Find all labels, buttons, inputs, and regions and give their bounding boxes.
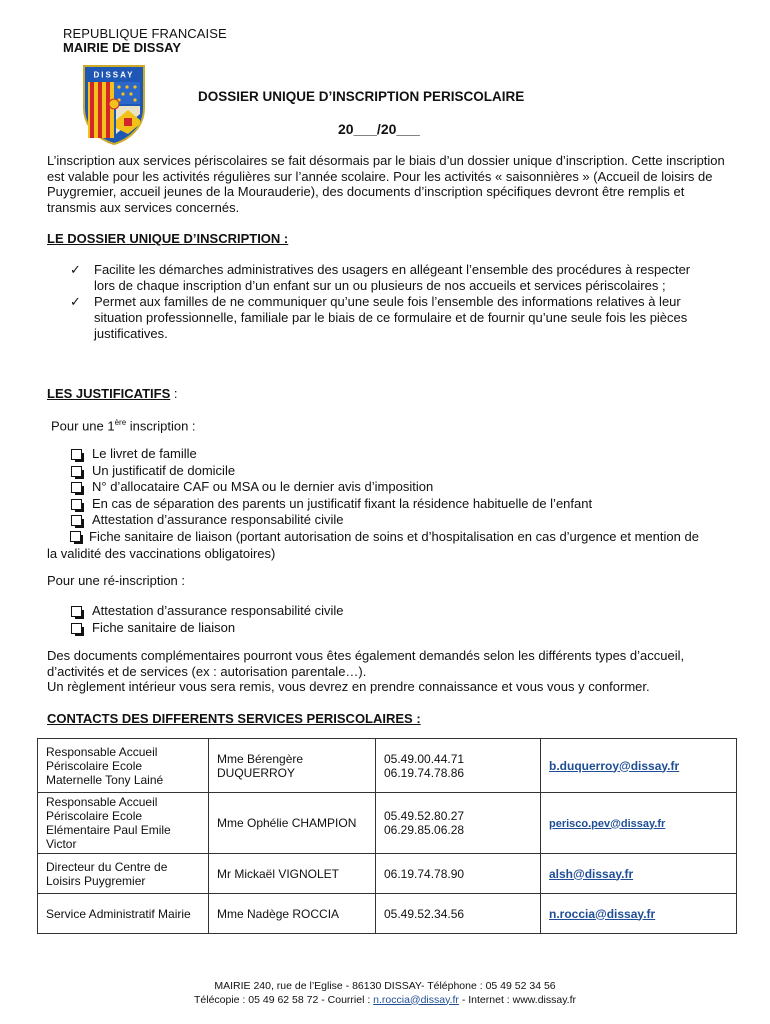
email-cell bbox=[541, 894, 737, 934]
service-cell: Service Administratif Mairie bbox=[38, 894, 209, 934]
re-inscription-list bbox=[70, 603, 710, 636]
checkbox-icon bbox=[71, 606, 82, 617]
name-cell: Mme Ophélie CHAMPION bbox=[209, 793, 376, 854]
list-item: En cas de séparation des parents un justificatif fixant la résidence habituelle de l’enfant bbox=[70, 496, 710, 513]
email-link[interactable]: perisco.pev@dissay.fr bbox=[549, 817, 666, 830]
phone-cell: 06.19.74.78.90 bbox=[376, 854, 541, 894]
header-mairie: MAIRIE DE DISSAY bbox=[63, 40, 181, 55]
svg-text:DISSAY: DISSAY bbox=[93, 70, 135, 80]
list-item: Attestation d’assurance responsabilité civile bbox=[70, 603, 710, 620]
checkbox-icon bbox=[71, 623, 82, 634]
table-row bbox=[38, 739, 737, 793]
service-cell: Responsable Accueil Périscolaire Ecole Maternelle Tony Lainé bbox=[38, 739, 209, 793]
name-cell: Mme Nadège ROCCIA bbox=[209, 894, 376, 934]
footer-contact: Télécopie : 05 49 62 58 72 - Courriel : n.roccia@dissay.fr - Internet : www.dissay.fr bbox=[193, 993, 577, 1006]
list-item: Le livret de famille bbox=[70, 446, 710, 463]
school-year-field: 20___/20___ bbox=[338, 121, 420, 137]
header-republique: REPUBLIQUE FRANCAISE bbox=[63, 26, 227, 41]
name-cell: Mme Bérengère DUQUERROY bbox=[209, 739, 376, 793]
email-link[interactable]: n.roccia@dissay.fr bbox=[549, 906, 656, 921]
phone-cell: 05.49.52.34.56 bbox=[376, 894, 541, 934]
email-cell bbox=[541, 793, 737, 854]
contacts-table bbox=[37, 738, 737, 934]
phone-cell: 05.49.52.80.27 06.29.85.06.28 bbox=[376, 793, 541, 854]
checkbox-icon bbox=[71, 466, 82, 477]
phone-cell: 05.49.00.44.71 06.19.74.78.86 bbox=[376, 739, 541, 793]
contacts-heading: CONTACTS DES DIFFERENTS SERVICES PERISCOLAIRES : bbox=[47, 711, 421, 726]
justificatifs-heading: LES JUSTIFICATIFS bbox=[47, 386, 171, 401]
table-row bbox=[38, 894, 737, 934]
list-item: N° d’allocataire CAF ou MSA ou le dernier avis d’imposition bbox=[70, 479, 710, 496]
first-inscription-label: Pour une 1ère inscription : bbox=[51, 418, 196, 434]
checkbox-icon bbox=[70, 531, 81, 542]
service-cell: Responsable Accueil Périscolaire Ecole Elémentaire Paul Emile Victor bbox=[38, 793, 209, 854]
checkbox-icon bbox=[71, 482, 82, 493]
email-cell bbox=[541, 739, 737, 793]
justificatifs-heading-wrap: LES JUSTIFICATIFS : bbox=[47, 386, 178, 401]
list-item: ✓ Facilite les démarches administratives des usagers en allégeant l’ensemble des procédures à respecter lors de chaque inscription d’un enfant sur un ou plusieurs de nos accueils et services périscolaires ; bbox=[70, 262, 691, 293]
list-item: ✓ Permet aux familles de ne communiquer qu’une seule fois l’ensemble des informations relatives à leur situation professionnelle, familiale par le biais de ce formulaire et de fournir qu’une seule fois les pièces justificatives. bbox=[70, 294, 688, 341]
dossier-benefits-list bbox=[70, 262, 710, 342]
email-link[interactable]: alsh@dissay.fr bbox=[549, 866, 634, 881]
list-item: Attestation d’assurance responsabilité civile bbox=[70, 512, 710, 529]
complement-paragraph: Des documents complémentaires pourront vous êtes également demandés selon les différents types d’accueil, d’activités et de services (ex : autorisation parentale…). Un règlement intérieur vous sera remis, vous devrez en prendre connaissance et vous vous y conformer. bbox=[47, 648, 685, 694]
dossier-heading: LE DOSSIER UNIQUE D’INSCRIPTION : bbox=[47, 231, 289, 246]
intro-paragraph: L’inscription aux services périscolaires se fait désormais par le biais d’un dossier unique d’inscription. Cette inscription est valable pour les activités régulières sur l’année scolaire. Pour les activités « saisonnières » (Accueil de loisirs de Puygremier, accueil jeunes de la Mourauderie), des documents d’inscription spécifiques devront être remplis et transmis aux services concernés. bbox=[47, 153, 725, 215]
table-row bbox=[38, 793, 737, 854]
checkmark-icon: ✓ bbox=[70, 262, 81, 277]
footer-email-link[interactable]: n.roccia@dissay.fr bbox=[373, 993, 459, 1006]
first-inscription-list bbox=[47, 446, 710, 562]
dissay-coat-of-arms-logo bbox=[82, 64, 146, 146]
email-link[interactable]: b.duquerroy@dissay.fr bbox=[549, 758, 680, 773]
checkbox-icon bbox=[71, 449, 82, 460]
name-cell: Mr Mickaël VIGNOLET bbox=[209, 854, 376, 894]
checkmark-icon: ✓ bbox=[70, 294, 81, 309]
list-item: Fiche sanitaire de liaison bbox=[70, 620, 710, 637]
checkbox-icon bbox=[71, 515, 82, 526]
footer bbox=[0, 980, 770, 1007]
list-item: Un justificatif de domicile bbox=[70, 463, 710, 480]
document-title: DOSSIER UNIQUE D’INSCRIPTION PERISCOLAIRE bbox=[198, 89, 525, 104]
email-cell bbox=[541, 854, 737, 894]
checkbox-icon bbox=[71, 499, 82, 510]
list-item: Fiche sanitaire de liaison (portant autorisation de soins et d’hospitalisation en cas d’urgence et mention de la validité des vaccinations obligatoires) bbox=[47, 528, 699, 561]
footer-address: MAIRIE 240, rue de l’Eglise - 86130 DISSAY- Téléphone : 05 49 52 34 56 bbox=[214, 980, 556, 992]
table-row bbox=[38, 854, 737, 894]
re-inscription-label: Pour une ré-inscription : bbox=[47, 573, 186, 588]
service-cell: Directeur du Centre de Loisirs Puygremier bbox=[38, 854, 209, 894]
